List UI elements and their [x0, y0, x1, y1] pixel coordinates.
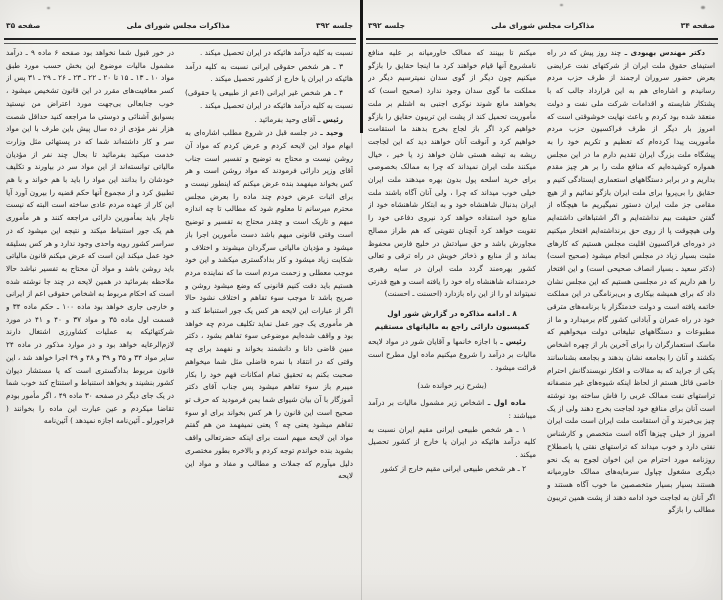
session-label: جلسه ۳۹۲	[316, 21, 353, 30]
book-gutter-line	[360, 0, 363, 133]
paragraph: نسبت به کلیه درآمد هائیکه در ایران تحصیل میکند .	[199, 48, 353, 57]
page-edge-shadow	[721, 380, 722, 600]
page-header	[368, 21, 715, 30]
paragraph: رئیس ـ آقای وحید بفرمائید .	[254, 114, 343, 124]
text-columns	[6, 47, 353, 596]
paragraph: وحید ـ در جلسه قبل در شروع مطلب اشاره‌ای به ابهام مواد این لایحه کردم و عرض کردم که مواد آن روشن نیست و محتاج به توضیح و تفسیر است جناب آقای وزیر دارائی فرمودند که مواد روشن است و هر کس بخواند میفهمد بنده عرض میکنم که اینطور نیست و برای اثبات عرض خودم چند ماده را بعرض مجلس محترم میرسانم تا معلوم شود که مطالب تا چه اندازه مبهم و تاریک است و چقدر محتاج به تفسیر و توضیح است وقتی قانونی مبهم باشد دست مأمورین اجرا باز میشود و مؤدیان مالیاتی سرگردان میشوند و اختلاف و شکایت زیاد میشود و کار بدادگستری میکشد و این خود موجب معطلی و زحمت مردم است ما که نماینده مردم هستیم باید دقت کنیم قانونی که وضع میشود روشن و صریح باشد تا موجب سوء تفاهم و اختلاف نشود حالا اگر از عبارات این لایحه هر کس یک جور استنباط کند و هر مأموری یک جور عمل نماید تکلیف مردم چه خواهد بود و واقف شده‌ایم موضوعی سوء تفاهم بشود ، دکتر مبین قاضی دانا و دانشمند بخواند و نفهمد برای چه وقتی که در انتقاد با نمره فاضلی مثل شما میخواهم صحبت بکنم به تحقیق تمام امکانات فهم خود را بکار میبرم باز سوء تفاهم میشود پس جناب آقای دکتر آموزگار با آن بیان شیوای شما یمن فرمودید که حرف تو صحیح است این قانون را هر کس بخواند برای او سوء تفاهم میشود یعنی چه ؟ یعنی نمیفهمد من هم گفتم مواد این لایحه مبهم است برای اینکه حضرتعالی واقف بشوید بنده خواندم توجه کردم و بالاخره بطور مختصری دلیل میآورم که جملات و مطالب و مفاد و مواد این لایحه	[185, 128, 353, 481]
page-left	[0, 0, 361, 600]
paragraph: ماده اول ـ اشخاص زیر مشمول مالیات بر درآمد میباشند :	[368, 398, 536, 420]
page-right	[362, 0, 723, 600]
paragraph: در خور قبول شما نخواهد بود صفحه ۶ ماده ۹ ـ درآمد مشمول مالیات موضوع این بخش حسب مورد طبق مواد ۱۰ ـ ۱۳ ـ ۱۵ تا ۲۰ ـ ۲۲ ـ ۲۳ ـ ۲۶ ـ ۲۹ ـ ۳۱ پس از کسر معافیت‌های مقرر در این قانون تشخیص میشود ، خوب جنابعالی بی‌جهت مورد اعتراض من نیستید بسوابق آشنائی و دوستی ما مراجعه کنید حداقل شصت هزار نفر مؤدی از ده سال پیش باین طرف با این مواد سر و کار داشته‌اند شما که در پستهائی مثل وزارت خدمت میکنید بفرمائید تا بحال چند نفر از مؤدیان مالیاتی توانسته‌اند از این مواد سر در بیاورند و تکلیف خودشان را بدانند این مواد را باید با هم خواند و با هم تطبیق کرد و از مجموع آنها حکم قضیه را بیرون آورد آیا این کار از عهده مردم عادی ساخته است البته که نیست ناچار باید بمأمورین دارائی مراجعه کنند و هر مأموری هم یک جور استنباط میکند و نتیجه این میشود که در سراسر کشور رویه واحدی وجود ندارد و هر کس بسلیقه خود عمل میکند این است که عرض میکنم قانون مالیاتی باید روشن باشد و مواد آن محتاج به تفسیر نباشد حالا ملاحظه بفرمائید در همین لایحه در چند جا نوشته شده است که احکام مربوط به اشخاص حقوقی اعم از ایرانی و خارجی جاری خواهد بود ماده ۱۰۰ ـ حکم ماده ۳۴ و قسمت اول ماده ۳۵ و مواد ۳۷ و ۴۰ و ۴۱ در مورد شرکتهائیکه به عملیات کشاورزی اشتغال دارند لازم‌الرعایه خواهد بود و در موارد مذکور در ماده ۲۴ سایر مواد ۳۴ و ۳۵ و ۳۹ و ۴۸ و ۴۹ اجرا خواهد شد ، این قانون مربوط بدادگستری است که یا مستشار دیوان کشور بنشیند و بخواهد استنباط و استنتاج کند خوب شما در یک جای دیگر در صفحه ۳۰ ماده ۴۹ ، اگر مأمور بودم تقاضا میکردم و عین عبارت این ماده را بخوانند ( قراجورلو ـ آئین‌نامه اجازه نمیدهد ) آئین‌نامه	[6, 48, 174, 426]
book-gutter-shadow	[361, 130, 362, 600]
text-column-4	[6, 47, 174, 596]
text-column-1	[547, 47, 715, 596]
paragraph: ۲ ـ هر شخص طبیعی ایرانی مقیم خارج از کشور	[380, 463, 526, 473]
page-number-label: صفحه ۳۴	[680, 21, 715, 30]
paragraph: ۴ ـ هر شخص غیر ایرانی (اعم از طبیعی یا حقوقی) نسبت به کلیه درآمد هائیکه در ایران تحصیل میکند .	[185, 88, 353, 110]
paragraph: رئیس ـ با اجازه خانمها و آقایان شور در مواد لایحه مالیات بر درآمد را شروع میکنیم ماده اول مطرح است قرائت میشود .	[368, 337, 536, 372]
page-title: مذاکرات مجلس شورای ملی	[126, 21, 230, 30]
scan-speck	[560, 4, 563, 6]
paragraph: دکتر مهندس بهبودی ـ چند روز پیش که در راه استیفای حقوق ملت ایران از شرکتهای نفت عرایضی بعرض حضور سروران ارجمند از طرف حزب مردم رسانیدم و اشاره‌ای هم به این قرارداد جالب که با پشتکار شایسته و اقدامات شرکت ملی نفت و دولت منعقد شده بود کردم و باعث نهایت خوشوقتی است که امروز بار دیگر از طرف فراکسیون حزب مردم مأموریت پیدا کرده‌ام که تعظیم و تکریم خود را به پیشگاه ملت بزرگ ایران تقدیم دارم ما در این مجلس همواره کوشیده‌ایم که منافع ملت را بر هر چیز مقدم بداریم و در برابر دستگاههای استعماری ایستادگی کنیم و حقایق را بی‌پروا برای ملت ایران بازگو نمائیم و از هیچ مقامی جز ملت ایران دستور نمیگیریم ما هیچگاه از گفتن حقیقت بیم نداشته‌ایم و اگر اشتباهاتی داشته‌ایم ولی هیچوقت پا از روی حق برنداشته‌ایم افتخار میکنیم در دوره‌ای فراکسیون اقلیت مجلس هستیم که کارهای مثبت بسیار زیاد در مجلس انجام میشود (صحیح است) (دکتر سعید ـ بسیار انصاف صحیحی است) و این افتخار را هم داریم که در مجلسی هستیم که این مجلس نشان داد که برای همیشه بیکاری و بی‌برنامگی در این مملکت خاتمه یافته است و دولت خدمتگزار با برنامه‌های مترقی خود در راه عمران و آبادانی کشور گام برمیدارد و ما از مطبوعات و دستگاههای تبلیغاتی دولت میخواهیم که ماسک استعمارگران را برای آخرین بار از چهره اشخاص بکشند و آنان را بجامعه نشان بدهند و بجامعه بشناسانند یکی از جراید که به مقالات و افکار نویسندگانش احترام خاصی قائل هستم از لحاظ اینکه شیوه‌های غیر منصفانه تراستهای نفت ممالک غربی را فاش ساخته بود نوشته است آنان برای منافع خود لجاجت بخرج دهند ولی از یک چیز بی‌خبرند و آن استقامت ملت ایران است ملت ایران امروز از خیلی چیزها آگاه است متخصص و کارشناس نفتی دارد و خوب میداند که تراستهای نفتی یا باصطلاح روزنامه مورد احترام من این اخوان لجوج به یک نحو دیگری مشغول چپاول سرمایه‌های ممالک خاورمیانه هستند بسیار بسیار متخصصین ما خوب آگاه هستند و اگر آنان به لجاجت خود ادامه دهند از پشت همین تریبون مطالب را بازگو	[547, 48, 715, 515]
text-columns	[368, 47, 715, 596]
section-heading: ۸ ـ ادامه مذاکره در گزارش شور اول کمیسیون دارائی راجع به مالیاتهای مستقیم	[374, 309, 530, 331]
text-column-3	[185, 47, 353, 596]
header-rule	[4, 38, 356, 44]
scan-speck	[47, 7, 50, 9]
paragraph: ۱ ـ هر شخص طبیعی ایرانی مقیم ایران نسبت به کلیه درآمد هائیکه در ایران یا خارج از کشور تحصیل میکند .	[368, 424, 536, 460]
scan-speck	[701, 6, 705, 9]
page-title: مذاکرات مجلس شورای ملی	[491, 21, 595, 30]
page-number-label: صفحه ۳۵	[6, 21, 41, 30]
paragraph: (بشرح زیر خوانده شد)	[417, 380, 487, 390]
session-label: جلسه ۳۹۲	[368, 21, 406, 30]
header-rule	[366, 38, 718, 44]
paragraph: میکنم تا ببینند که ممالک خاورمیانه بر علیه منافع نامشروع آنها قیام خواهند کرد ما اینجا حقایق را بازگو میکنیم چون دیگر از گوی سدان نمیترسیم دیگر در مملکت ما گوی سدان وجود ندارد (صحیح است) که بخواهند مانع شوند نوکری اجنبی به اشتلم بر ملت مأموریت تحمیل کند از پشت این تریبون حقایق را بازگو خواهیم کرد اگر باز لجاج بخرج بدهند ما استقامت خواهیم کرد و آنوقت آنان خواهند دید که این لجاجت ریشه به تیشه هستی شان خواهد زد یا خیر ، خیال میکنند ملت ایران نمیداند که چرا به ممالک بخصوصی برای خرید اسلحه پول بدون بهره میدهند ملت ایران خیلی خوب میداند که چرا ، ولی آنان آگاه باشند ملت ایران بدنبال شاهنشاه خود و به ابتکار شاهنشاه خود از منابع خود استفاده خواهد کرد نیروی دفاعی خود را تقویت خواهد کرد آنچنان تقویتی که هم طراز مصالح مجاورش باشد و حق سیادتش در خلیج فارس محفوظ بماند و از منابع و ذخائر خویش در راه ترقی و تعالی کشور بهره‌مند گردد ملت ایران در سایه رهبری خردمندانه شاهنشاه راه خود را یافته است و هیچ قدرتی نمیتواند او را از این راه بازدارد (احسنت ـ احسنت)	[368, 48, 536, 299]
paragraph: ۳ ـ هر شخص حقوقی ایرانی نسبت به کلیه درآمد هائیکه در ایران یا خارج از کشور تحصیل میکند .	[185, 61, 353, 84]
text-column-2	[368, 47, 536, 596]
page-header	[6, 21, 353, 30]
